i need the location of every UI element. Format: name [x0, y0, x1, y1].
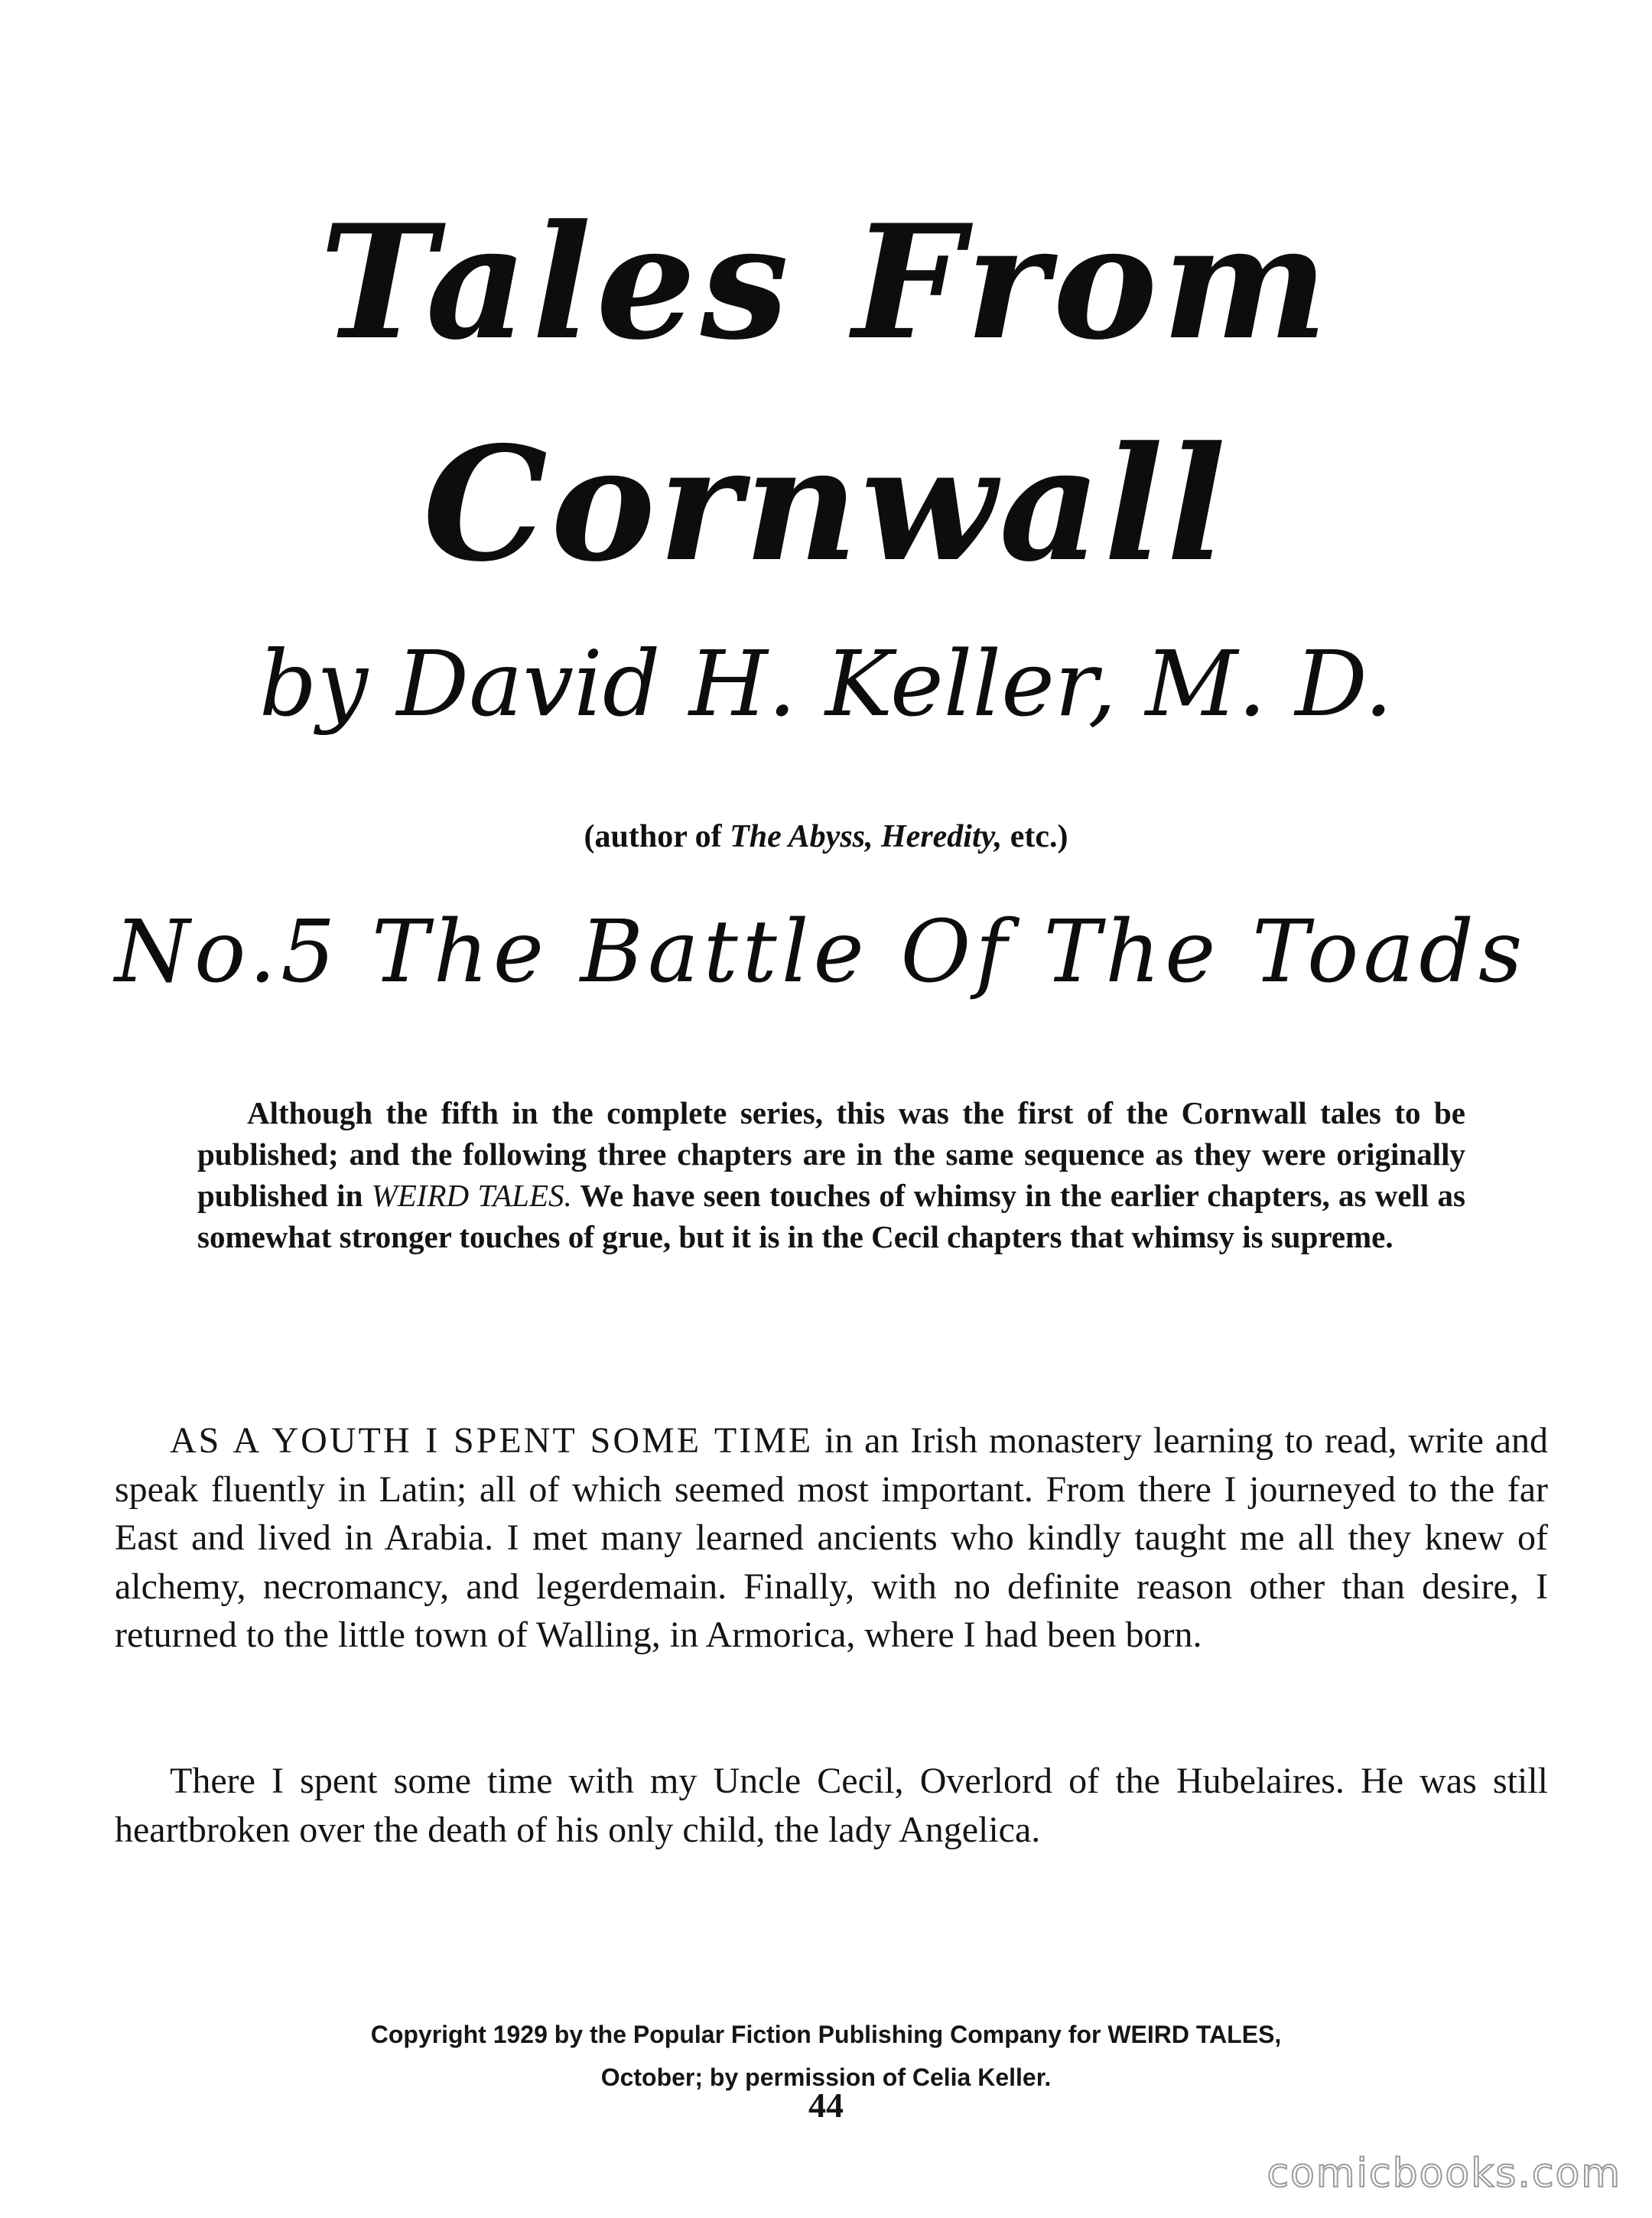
- intro-text-before: Although the fifth in the complete series, this was the first of the Cornwall tales to be published; and the following three chapters are in the same sequence as they were originally published in: [197, 1095, 1465, 1213]
- intro-text-after: We have seen touches of whimsy in the earlier chapters, as well as somewhat stronger touches of grue, but it is in the Cecil chapters that whimsy is supreme.: [197, 1178, 1466, 1254]
- intro-paragraph: [197, 1092, 1465, 1257]
- copyright-line-1: Copyright 1929 by the Popular Fiction Publishing Company for WEIRD TALES,: [370, 2021, 1282, 2048]
- author-note-suffix: etc.): [1002, 819, 1068, 854]
- author-note-works: The Abyss, Heredity,: [730, 819, 1003, 854]
- story-paragraph-1: [115, 1416, 1548, 1660]
- site-watermark: comicbooks.com: [1267, 2151, 1621, 2197]
- intro-magazine-name: WEIRD TALES.: [371, 1178, 572, 1213]
- copyright-line-2: October; by permission of Celia Keller.: [600, 2064, 1052, 2091]
- chapter-title: No.5 The Battle Of The Toads: [115, 902, 1527, 1002]
- author-note-prefix: (author of: [584, 819, 730, 854]
- title-line-1: Tales From: [319, 191, 1333, 375]
- author-note: [0, 818, 1652, 855]
- page-number: 44: [808, 2086, 844, 2125]
- story-paragraph-1-text: in an Irish monastery learning to read, write and speak fluently in Latin; all of which seemed most important. From there I journeyed to the far East and lived in Arabia. I met many learned ancients who kindly taught me all they knew of alchemy, necromancy, and legerdemain. Finally, with no definite reason other than desire, I returned to the little town of Walling, in Armorica, where I had been born.: [115, 1420, 1549, 1655]
- story-opening-caps: AS A YOUTH I SPENT SOME TIME: [170, 1420, 814, 1461]
- byline: by David H. Keller, M. D.: [259, 631, 1393, 737]
- story-paragraph-2: There I spent some time with my Uncle Cecil, Overlord of the Hubelaires. He was still heartbroken over the death of his only child, the lady Angelica.: [115, 1761, 1548, 1850]
- title-line-2: Cornwall: [423, 413, 1229, 597]
